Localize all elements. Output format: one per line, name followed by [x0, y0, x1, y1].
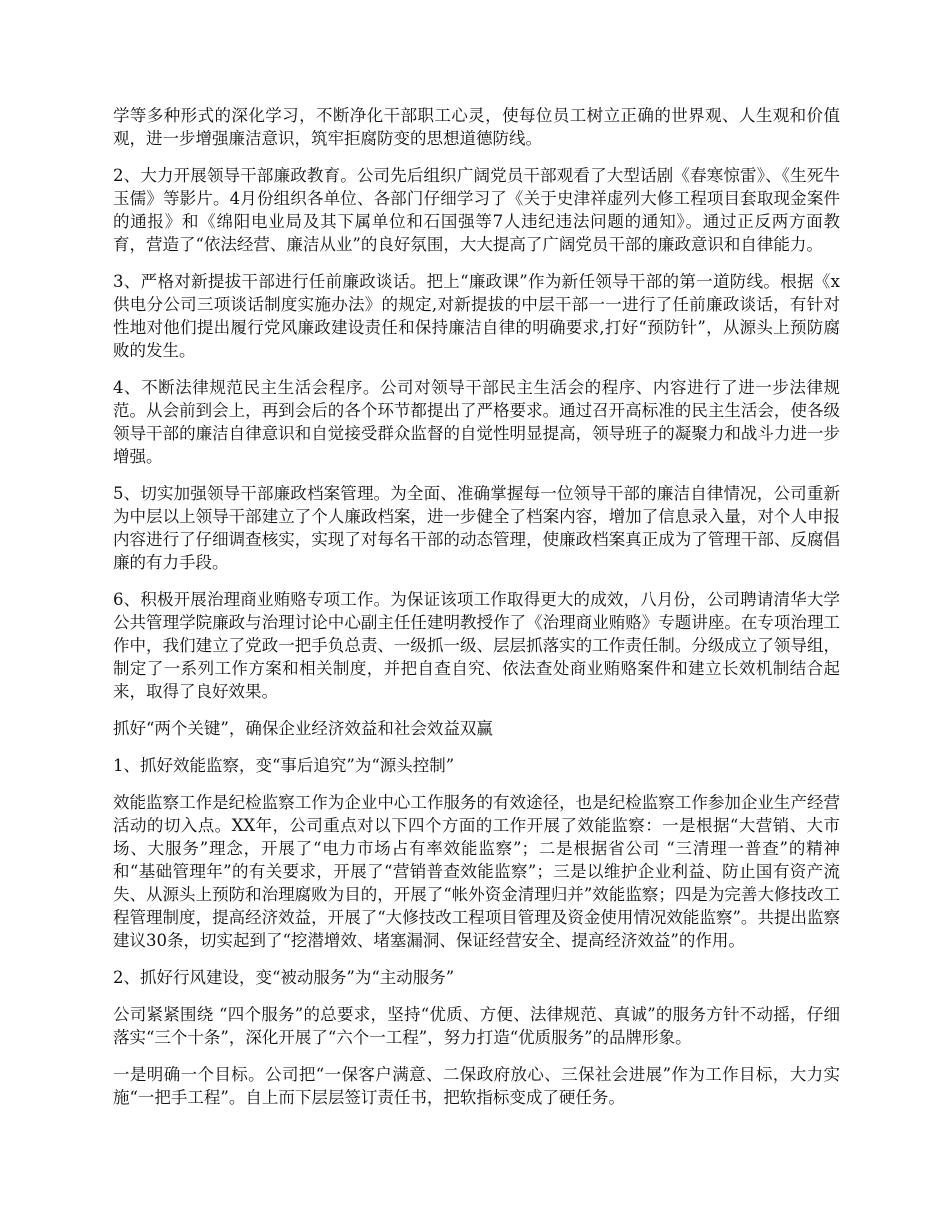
- paragraph-item-5-archives: 5、切实加强领导干部廉政档案管理。为全面、准确掌握每一位领导干部的廉洁自律情况，公司重新为中层以上领导干部建立了个人廉政档案，进一步健全了档案内容，增加了信息录入量，对个人申报内容进行了仔细调查核实，实现了对每名干部的动态管理，使廉政档案真正成为了管理干部、反腐倡廉的有力手段。: [113, 484, 840, 572]
- paragraph-item-4-democratic-life: 4、不断法律规范民主生活会程序。公司对领导干部民主生活会的程序、内容进行了进一步法律规范。从会前到会上，再到会后的各个环节都提出了严格要求。通过召开高标准的民主生活会，使各级领导干部的廉洁自律意识和自觉接受群众监督的自觉性明显提高，领导班子的凝聚力和战斗力进一步增强。: [113, 378, 840, 466]
- paragraph-item-3-talks: 3、严格对新提拔干部进行任前廉政谈话。把上“廉政课”作为新任领导干部的第一道防线。根据《x供电分公司三项谈话制度实施办法》的规定,对新提拔的中层干部一一进行了任前廉政谈话，有针对性地对他们提出履行党风廉政建设责任和保持廉洁自律的明确要求,打好“预防针”，从源头上预防腐败的发生。: [113, 272, 840, 360]
- document-body: [113, 104, 840, 1123]
- paragraph-item-2-education: 2、大力开展领导干部廉政教育。公司先后组织广阔党员干部观看了大型话剧《春寒惊雷》、《生死牛玉儒》等影片。4月份组织各单位、各部门仔细学习了《关于史津祥虚列大修工程项目套取现金案件的通报》和《绵阳电业局及其下属单位和石国强等7人违纪违法问题的通知》。通过正反两方面教育，营造了“依法经营、廉洁从业”的良好氛围，大大提高了广阔党员干部的廉政意识和自律能力。: [113, 166, 840, 254]
- paragraph-goal: 一是明确一个目标。公司把“一保客户满意、二保政府放心、三保社会进展”作为工作目标，大力实施“一把手工程”。自上而下层层签订责任书，把软指标变成了硬任务。: [113, 1065, 840, 1107]
- paragraph-intro-continuation: 学等多种形式的深化学习，不断净化干部职工心灵，使每位员工树立正确的世界观、人生观和价值观，进一步增强廉洁意识，筑牢拒腐防变的思想道德防线。: [113, 106, 840, 148]
- paragraph-item-6-bribery: 6、积极开展治理商业贿赂专项工作。为保证该项工作取得更大的成效，八月份，公司聘请清华大学公共管理学院廉政与治理讨论中心副主任任建明教授作了《治理商业贿赂》专题讲座。在专项治理工作中，我们建立了党政一把手负总责、一级抓一级、层层抓落实的工作责任制。分级成立了领导组，制定了一系列工作方案和相关制度，并把自查自究、依法查处商业贿赂案件和建立长效机制结合起来，取得了良好效果。: [113, 590, 840, 701]
- paragraph-service-policy: 公司紧紧围绕 “四个服务”的总要求，坚持“优质、方便、法律规范、真诚”的服务方针不动摇，仔细落实“三个十条”，深化开展了“六个一工程”，努力打造“优质服务”的品牌形象。: [113, 1005, 840, 1047]
- subheading-efficiency-supervision: 1、抓好效能监察，变“事后追究”为“源头控制”: [113, 756, 455, 775]
- subheading-service-style: 2、抓好行风建设，变“被动服务”为“主动服务”: [113, 968, 455, 987]
- paragraph-efficiency-supervision: 效能监察工作是纪检监察工作为企业中心工作服务的有效途径，也是纪检监察工作参加企业生产经营活动的切入点。XX年，公司重点对以下四个方面的工作开展了效能监察：一是根据“大营销、大市场、大服务”理念，开展了“电力市场占有率效能监察”；二是根据省公司 “三清理一普查”的精神和“基础管理年”的有关要求，开展了“营销普查效能监察”；三是以维护企业利益、防止国有资产流失、从源头上预防和治理腐败为目的，开展了“帐外资金清理归并”效能监察；四是为完善大修技改工程管理制度，提高经济效益，开展了“大修技改工程项目管理及资金使用情况效能监察”。共提出监察建议30条，切实起到了“挖潜增效、堵塞漏洞、保证经营安全、提高经济效益”的作用。: [113, 793, 840, 950]
- section-heading-two-keys: 抓好“两个关键”，确保企业经济效益和社会效益双赢: [113, 719, 493, 738]
